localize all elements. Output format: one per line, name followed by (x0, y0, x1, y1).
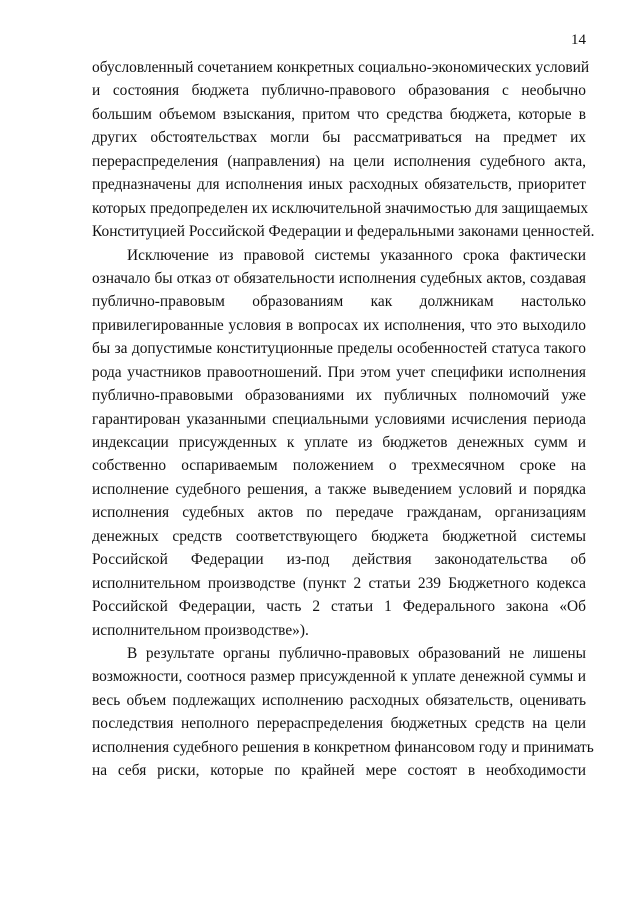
text-line: Российской Федерации, часть 2 статьи 1 Федерального закона «Об (92, 598, 586, 616)
text-line: гарантирован указанными специальными условиями исчисления периода (92, 410, 586, 428)
text-line: Исключение из правовой системы указанного срока фактически (127, 246, 586, 264)
text-line: В результате органы публично-правовых образований не лишены (127, 644, 586, 662)
text-line: большим объемом взыскания, притом что средства бюджета, которые в (92, 105, 586, 123)
text-line: бы за допустимые конституционные пределы особенностей статуса такого (92, 340, 586, 358)
text-line: которых предопределен их исключительной значимостью для защищаемых (92, 199, 589, 217)
text-line: предназначены для исполнения иных расходных обязательств, приоритет (92, 176, 586, 194)
text-line: возможности, соотнося размер присужденной к уплате денежной суммы и (92, 668, 586, 686)
text-line: публично-правовым образованиям как должникам настолько (92, 293, 586, 311)
text-line: обусловленный сочетанием конкретных социально-экономических условий (92, 59, 590, 76)
text-line: индексации присужденных к уплате из бюджетов денежных сумм и (92, 434, 586, 451)
text-line: исполнение судебного решения, а также выведением условий и порядка (92, 480, 586, 498)
text-line: привилегированные условия в вопросах их исполнения, что это выходило (92, 316, 586, 334)
text-line: публично-правовыми образованиями их публичных полномочий уже (92, 387, 586, 405)
body-text (92, 56, 595, 783)
text-line: других обстоятельствах могли бы рассматриваться на предмет их (92, 129, 586, 147)
text-line: исполнительном производстве (пункт 2 статьи 239 Бюджетного кодекса (92, 574, 586, 592)
text-line: Российской Федерации из-под действия законодательства об (92, 551, 586, 569)
text-line: перераспределения (направления) на цели исполнения судебного акта, (92, 152, 586, 170)
text-line: денежных средств соответствующего бюджета бюджетной системы (92, 527, 586, 545)
text-line: Конституцией Российской Федерации и федеральными законами ценностей. (92, 223, 595, 241)
text-line: последствия неполного перераспределения бюджетных средств на цели (92, 715, 586, 733)
text-line: исполнительном производстве»). (92, 621, 309, 639)
text-line: собственно оспариваемым положением о трехмесячном сроке на (92, 457, 586, 475)
text-line: на себя риски, которые по крайней мере состоят в необходимости (92, 762, 586, 780)
text-line: исполнения судебного решения в конкретном финансовом году и принимать (92, 738, 594, 756)
text-line: весь объем подлежащих исполнению расходных обязательств, оценивать (92, 691, 586, 709)
text-line: и состояния бюджета публично-правового образования с необычно (92, 82, 586, 100)
page-number: 14 (571, 32, 586, 48)
text-line: означало бы отказ от обязательности исполнения судебных актов, создавая (92, 269, 586, 287)
text-line: исполнения судебных актов по передаче гражданам, организациям (92, 504, 586, 522)
text-line: рода участников правоотношений. При этом учет специфики исполнения (92, 363, 586, 381)
